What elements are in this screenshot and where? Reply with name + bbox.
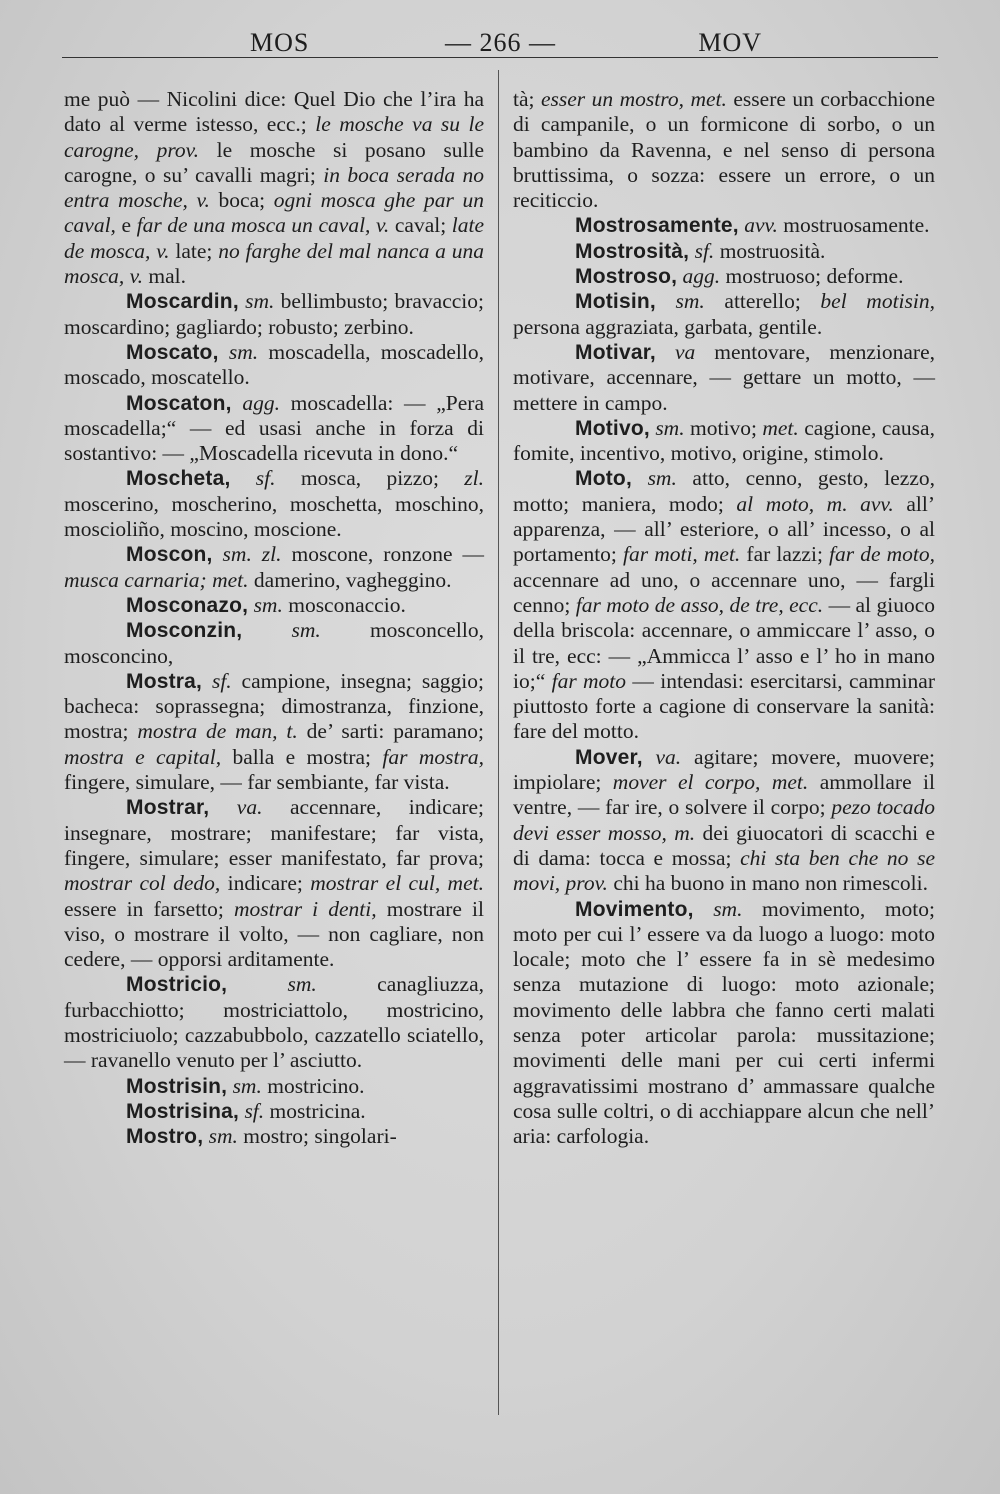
dictionary-entry [513, 239, 935, 264]
definition-text: e [115, 213, 137, 238]
dictionary-entry [64, 466, 484, 542]
dictionary-entry [513, 416, 935, 467]
italic-gloss: mostrar el cul, met. [310, 871, 484, 896]
italic-gloss: agg. [231, 390, 280, 415]
left-column [64, 87, 484, 1149]
definition-text: mosconaccio. [282, 592, 406, 617]
italic-gloss: va. [642, 744, 682, 769]
definition-text: — intendasi: esercitarsi, camminar piuttosto forte a cagione di conservare la sanità: fare del motto. [513, 668, 935, 744]
italic-gloss: sm. [203, 1124, 238, 1149]
italic-gloss: musca carnaria; [64, 567, 207, 592]
italic-gloss: far de una mosca un caval, v. [136, 213, 390, 238]
definition-text: mostrare il viso, o mostrare il volto, — non cagliare, non cedere, — opporsi arditamente. [64, 896, 484, 972]
definition-text: all’ apparenza, — all’ esteriore, o all’ incesso, o al portamento; [513, 491, 935, 567]
definition-text: atterello; [704, 289, 821, 314]
italic-gloss: sm. [242, 618, 321, 643]
italic-gloss: in boca serada no entra mosche, v. [64, 162, 485, 213]
dictionary-entry [64, 289, 484, 340]
italic-gloss: mostrar i denti, [233, 896, 377, 921]
italic-gloss: mostra de man, t. [137, 719, 298, 744]
italic-gloss: mostra e capital, [64, 744, 222, 769]
headword: Mostroso, [575, 265, 678, 289]
entry-continuation [64, 87, 484, 289]
definition-text: chi ha buono in mano non rimescoli. [607, 871, 928, 896]
definition-text: balla e mostra; [221, 744, 383, 769]
header-rule [62, 57, 938, 58]
italic-gloss: far moto [551, 668, 627, 693]
dictionary-entry [64, 593, 484, 618]
definition-text: far lazzi; [740, 542, 830, 567]
definition-text: tà; [513, 87, 541, 111]
italic-gloss: sm. [631, 466, 677, 491]
dictionary-entry [64, 618, 484, 669]
italic-gloss: zl. [464, 466, 484, 491]
definition-text: campione, insegna; saggio; bacheca: soprassegna; dimostranza, finzione, mostra; [64, 668, 484, 744]
italic-gloss: avv. [738, 213, 778, 238]
headword: Motisin, [575, 290, 656, 314]
dictionary-entry [64, 1074, 484, 1099]
italic-gloss: sm. [238, 289, 275, 314]
dictionary-entry [513, 897, 935, 1150]
definition-text: moscone, ronzone — [281, 542, 485, 567]
dictionary-entry [64, 972, 484, 1073]
definition-text: ammollare il ventre, — far ire, o solvere il corpo; [513, 770, 935, 820]
headword: Mover, [575, 745, 643, 769]
entry-continuation [513, 87, 935, 213]
definition-text: de’ sarti: paramano; [297, 719, 484, 744]
dictionary-entry [513, 213, 935, 238]
italic-gloss: ogni mosca ghe par un caval, [64, 188, 484, 238]
italic-gloss: esser un mostro, met. [540, 87, 727, 111]
definition-text: late; [169, 238, 219, 263]
headword: Mosconzin, [126, 619, 243, 643]
definition-text: me può — Nicolini dice: Quel Dio che l’ira ha dato al verme istesso, ecc.; [64, 87, 484, 137]
definition-text: moscadella: — „Pera moscadella;“ — ed usasi anche in forza di sostantivo: — „Moscadella ricevuta in dono.“ [64, 390, 484, 466]
italic-gloss: pezo tocado devi esser mosso, m. [513, 795, 935, 845]
definition-text: atto, cenno, gesto, lezzo, motto; maniera, modo; [513, 466, 935, 516]
dictionary-entry [64, 795, 484, 972]
definition-text: essere un corbacchione di campanile, o un formicone di sorbo, o un bambino da Ravenna, e nel senso di persona bruttissima, o sozza: essere un errore, o un reciticcio. [513, 87, 935, 213]
column-divider [498, 70, 499, 1415]
dictionary-entry [64, 340, 484, 391]
italic-gloss: sm. [248, 592, 283, 617]
italic-gloss: met. [212, 567, 249, 592]
italic-gloss: late de mosca, v. [64, 213, 485, 263]
dictionary-entry [513, 745, 935, 897]
header-left-guideword: MOS [250, 28, 310, 57]
headword: Mostra, [126, 669, 203, 693]
definition-text: mal. [143, 264, 187, 289]
headword: Mostrosamente, [575, 214, 739, 238]
dictionary-entry [513, 289, 935, 340]
headword: Mostrar, [126, 796, 210, 820]
definition-text: agitare; movere, muovere; impiolare; [513, 744, 936, 795]
definition-text: mosconcello, mosconcino, [64, 618, 484, 668]
headword: Mostrisina, [126, 1099, 240, 1123]
definition-text: moscerino, moscherino, moschetta, moschino, moscioliño, moscino, moscione. [64, 491, 484, 542]
headword: Moscheta, [126, 467, 231, 491]
definition-text: motivo; [684, 415, 763, 440]
definition-text: le mosche si posano sulle carogne, o su’ cavalli magri; [64, 137, 484, 187]
definition-text: cagione, causa, fomite, incentivo, motivo, origine, stimolo. [513, 415, 935, 466]
definition-text: moscadella, moscadello, moscado, moscatello. [64, 339, 484, 390]
definition-text: fingere, simulare, — far sembiante, far vista. [64, 770, 450, 795]
headword: Moscato, [126, 340, 219, 364]
definition-text: bellimbusto; bravaccio; moscardino; gagliardo; robusto; zerbino. [64, 289, 484, 339]
definition-text: mostruosità. [714, 238, 826, 263]
definition-text: — al giuoco della briscola: accennare, o ammiccare l’ asso, o il tre, ecc: — „Ammicca l’ asso e l’ ho in mano io;“ [513, 592, 935, 693]
definition-text: damerino, vagheggino. [248, 567, 452, 592]
headword: Mostricio, [126, 973, 228, 997]
definition-text: accennare, indicare; insegnare, mostrare; manifestare; far vista, fingere, simulare; esser manifestato, far prova; [64, 795, 485, 870]
italic-gloss: al moto, m. avv. [736, 491, 894, 516]
dictionary-entry [64, 669, 484, 795]
definition-text: caval; [389, 213, 452, 238]
italic-gloss: sm. [218, 339, 259, 364]
italic-gloss: sm. [693, 896, 743, 921]
italic-gloss: met. [762, 415, 799, 440]
definition-text: mentovare, menzionare, motivare, accennare, — gettare un motto, — mettere in campo. [513, 339, 936, 415]
italic-gloss: far moti, met. [623, 542, 741, 567]
headword: Mostrosità, [575, 239, 690, 263]
definition-text: dei giuocatori di scacchi e di dama: tocca e mossa; [513, 820, 935, 870]
dictionary-entry [64, 391, 484, 467]
definition-text: canagliuzza, furbacchiotto; mostriciattolo, mostricino, mostriciuolo; cazzabubbolo, cazzatello sciatello, — ravanello venuto per l’ asciutto. [64, 972, 484, 1073]
right-column [513, 87, 935, 1149]
italic-gloss: far mostra, [382, 744, 484, 769]
definition-text: boca; [209, 188, 274, 213]
italic-gloss: sf. [239, 1098, 265, 1123]
italic-gloss: bel motisin, [820, 289, 935, 314]
definition-text: mostricina. [264, 1098, 366, 1123]
running-header [60, 24, 940, 58]
definition-text: indicare; [220, 871, 311, 896]
dictionary-entry [64, 542, 484, 593]
headword: Motivo, [575, 416, 650, 440]
headword: Movimento, [575, 897, 694, 921]
italic-gloss: sf. [202, 668, 232, 693]
definition-text: mosca, pizzo; [275, 466, 465, 491]
italic-gloss: sm. [655, 289, 705, 314]
italic-gloss: sm. [227, 972, 317, 997]
dictionary-entry [64, 1099, 484, 1124]
italic-gloss: sf. [230, 466, 276, 491]
dictionary-entry [64, 1124, 484, 1149]
definition-text: mostricino. [261, 1073, 365, 1098]
italic-gloss: sf. [689, 238, 715, 263]
italic-gloss: le mosche va su le carogne, prov. [64, 112, 484, 162]
headword: Mostrisin, [126, 1074, 228, 1098]
headword: Moscon, [126, 543, 213, 567]
italic-gloss: sm. [227, 1073, 262, 1098]
page-number: — 266 — [445, 28, 556, 57]
definition-text: mostruoso; deforme. [720, 264, 904, 289]
italic-gloss: far moto de asso, de tre, ecc. [575, 592, 824, 617]
definition-text: mostro; singolari- [237, 1124, 397, 1149]
dictionary-entry [513, 264, 935, 289]
italic-gloss: chi sta ben che no se movi, prov. [513, 845, 935, 896]
italic-gloss: mover el corpo, met. [612, 770, 809, 795]
definition-text: accennare ad uno, o accennare uno, — fargli cenno; [513, 567, 935, 617]
italic-gloss: far de moto, [829, 542, 935, 567]
italic-gloss: mostrar col dedo, [64, 871, 221, 896]
italic-gloss: sm. [649, 415, 685, 440]
headword: Moscaton, [126, 391, 232, 415]
headword: Mostro, [126, 1125, 204, 1149]
dictionary-entry [513, 466, 935, 744]
italic-gloss: agg. [677, 264, 721, 289]
italic-gloss: no farghe del mal nanca a una mosca, v. [64, 238, 484, 289]
headword: Motivar, [575, 340, 656, 364]
header-right-guideword: MOV [698, 28, 762, 57]
italic-gloss: va [655, 339, 696, 364]
definition-text: movimento, moto; moto per cui l’ essere va da luogo a luogo: moto locale; moto che l’ essere fa in sè medesimo senza mutazione di luogo: moto azionale; movimento delle labbra che fanno certi malati senza poter articolar parola: mussitazione; movimenti delle mani per cui certi infermi aggravatissimi mostrano d’ ammassare qualche cosa sulle coltri, o di acchiappare alcun che nell’ aria: carfologia. [513, 896, 935, 1149]
italic-gloss: sm. zl. [212, 542, 282, 567]
headword: Moto, [575, 467, 632, 491]
headword: Mosconazo, [126, 593, 249, 617]
definition-text: essere in farsetto; [64, 896, 234, 921]
dictionary-entry [513, 340, 935, 416]
headword: Moscardin, [126, 290, 239, 314]
definition-text: mostruosamente. [777, 213, 930, 238]
definition-text: persona aggraziata, garbata, gentile. [513, 314, 823, 339]
italic-gloss: va. [209, 795, 263, 820]
